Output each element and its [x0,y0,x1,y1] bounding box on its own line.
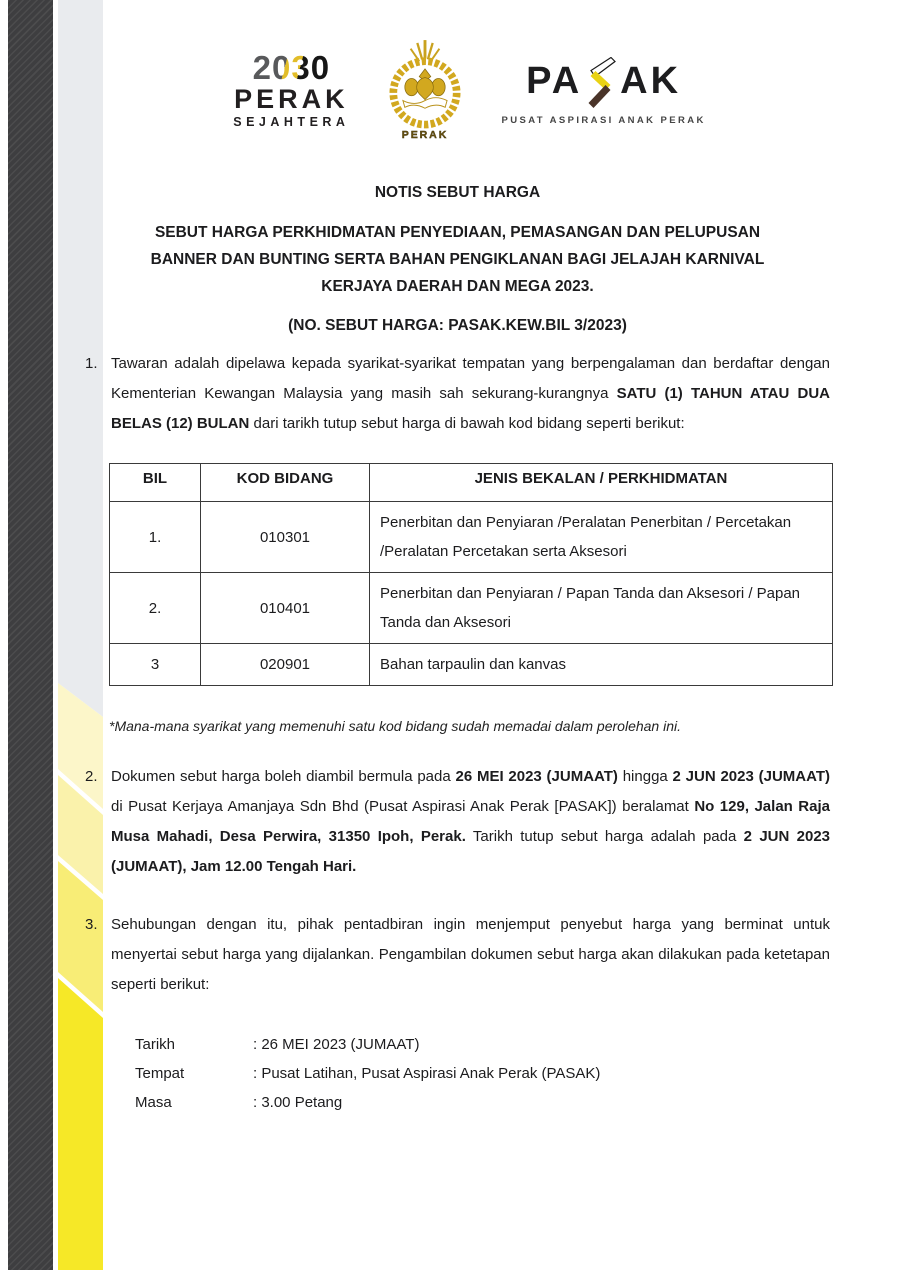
paragraph-3-segment: Sehubungan dengan itu, pihak pentadbiran ingin menjemput penyebut harga yang berminat untuk menyertai sebut harga yang dijalankan. Pengambilan dokumen sebut harga akan dilakukan pada ketetapan seperti berikut: [111,916,830,993]
cell-kod: 020901 [201,644,370,686]
table-header-jenis: JENIS BEKALAN / PERKHIDMATAN [370,464,833,502]
perak-2030-logo [233,51,349,129]
table-header-bil: BIL [110,464,201,502]
detail-label: Tempat [135,1065,185,1082]
pasak-tagline: PUSAT ASPIRASI ANAK PERAK [501,114,706,126]
pasak-letters-left: PA [526,59,583,102]
paragraph-2-bold-segment: 2 JUN 2023 (JUMAAT) [672,768,830,785]
table-header-row [110,464,833,502]
cell-bil: 2. [110,573,201,644]
detail-value: : Pusat Latihan, Pusat Aspirasi Anak Perak (PASAK) [253,1065,601,1082]
crest-caption: PERAK [402,129,449,141]
detail-label: Tarikh [135,1036,176,1053]
footnote: *Mana-mana syarikat yang memenuhi satu kod bidang sudah memadai dalam perolehan ini. [109,718,681,734]
collection-details [135,1030,830,1117]
detail-row-tempat [135,1059,830,1088]
paragraph-2-bold-segment: 2 JUN 2023 (JUMAAT), Jam 12.00 Tengah Hari. [111,828,831,875]
paragraph-1-segment: Tawaran adalah dipelawa kepada syarikat-syarikat tempatan yang berpengalaman dan berdaftar dengan Kementerian Kewangan Malaysia yang masih sah sekurang-kurangnya [111,355,830,402]
perak-crest-logo [377,37,473,143]
paragraph-3-text [111,910,830,1000]
cell-jenis: Penerbitan dan Penyiaran /Peralatan Penerbitan / Percetakan /Peralatan Percetakan serta Aksesori [370,502,833,573]
paragraph-2-text [111,762,830,882]
subject-line-1: SEBUT HARGA PERKHIDMATAN PENYEDIAAN, PEMASANGAN DAN PELUPUSAN [154,224,761,241]
pasak-wordmark [526,55,681,107]
pasak-logo [501,55,705,126]
paragraph-2-bold-segment: No 129, Jalan Raja Musa Mahadi, Desa Perwira, 31350 Ipoh, Perak. [111,798,830,845]
cell-kod: 010301 [201,502,370,573]
paragraph-2 [85,762,830,882]
paragraph-3 [85,910,830,1000]
paragraph-1-segment: dari tarikh tutup sebut harga di bawah kod bidang seperti berikut: [249,415,685,432]
paragraph-2-segment: di Pusat Kerjaya Amanjaya Sdn Bhd (Pusat Aspirasi Anak Perak [PASAK]) beralamat [111,798,695,815]
pasak-letters-right: AK [620,59,682,102]
paragraph-3-number: 3. [85,916,98,933]
detail-row-masa [135,1088,830,1117]
cell-bil: 1. [110,502,201,573]
paragraph-1-number: 1. [85,355,98,372]
table-header-kod-bidang: KOD BIDANG [201,464,370,502]
paragraph-1 [85,349,830,439]
detail-value: : 26 MEI 2023 (JUMAAT) [253,1036,420,1053]
document-subject [85,219,830,300]
logo-row [97,38,842,142]
subject-line-3: KERJAYA DAERAH DAN MEGA 2023. [321,278,594,295]
kod-bidang-table [109,463,833,686]
reference-number: (NO. SEBUT HARGA: PASAK.KEW.BIL 3/2023) [288,317,627,334]
paragraph-2-number: 2. [85,768,98,785]
paragraph-2-segment: Tarikh tutup sebut harga adalah pada [465,828,744,845]
perak-2030-numerals: 2030 [252,49,331,87]
cell-kod: 010401 [201,573,370,644]
perak-2030-sejahtera-text: SEJAHTERA [233,115,350,130]
detail-row-tarikh [135,1030,830,1059]
page-title: NOTIS SEBUT HARGA [374,184,541,201]
paragraph-1-bold-segment: SATU (1) TAHUN ATAU DUA BELAS (12) BULAN [111,385,830,432]
paragraph-1-text [111,349,830,439]
cell-jenis: Penerbitan dan Penyiaran / Papan Tanda dan Aksesori / Papan Tanda dan Aksesori [370,573,833,644]
detail-value: : 3.00 Petang [253,1094,343,1111]
paragraph-2-bold-segment: 26 MEI 2023 (JUMAAT) [455,768,618,785]
left-dark-stripe [8,0,53,1270]
cell-jenis: Bahan tarpaulin dan kanvas [370,644,833,686]
detail-label: Masa [135,1094,172,1111]
pasak-s-ribbon-icon [585,57,617,109]
table-row [110,502,833,573]
perak-crest-icon [377,37,473,143]
perak-2030-perak-text: PERAK [234,84,349,115]
cell-bil: 3 [110,644,201,686]
subject-line-2: BANNER DAN BUNTING SERTA BAHAN PENGIKLANAN BAGI JELAJAH KARNIVAL [150,251,765,268]
document-content [85,0,830,1117]
table-row [110,573,833,644]
table-row [110,644,833,686]
paragraph-2-segment: Dokumen sebut harga boleh diambil bermula pada [111,768,456,785]
paragraph-2-segment: hingga [617,768,673,785]
